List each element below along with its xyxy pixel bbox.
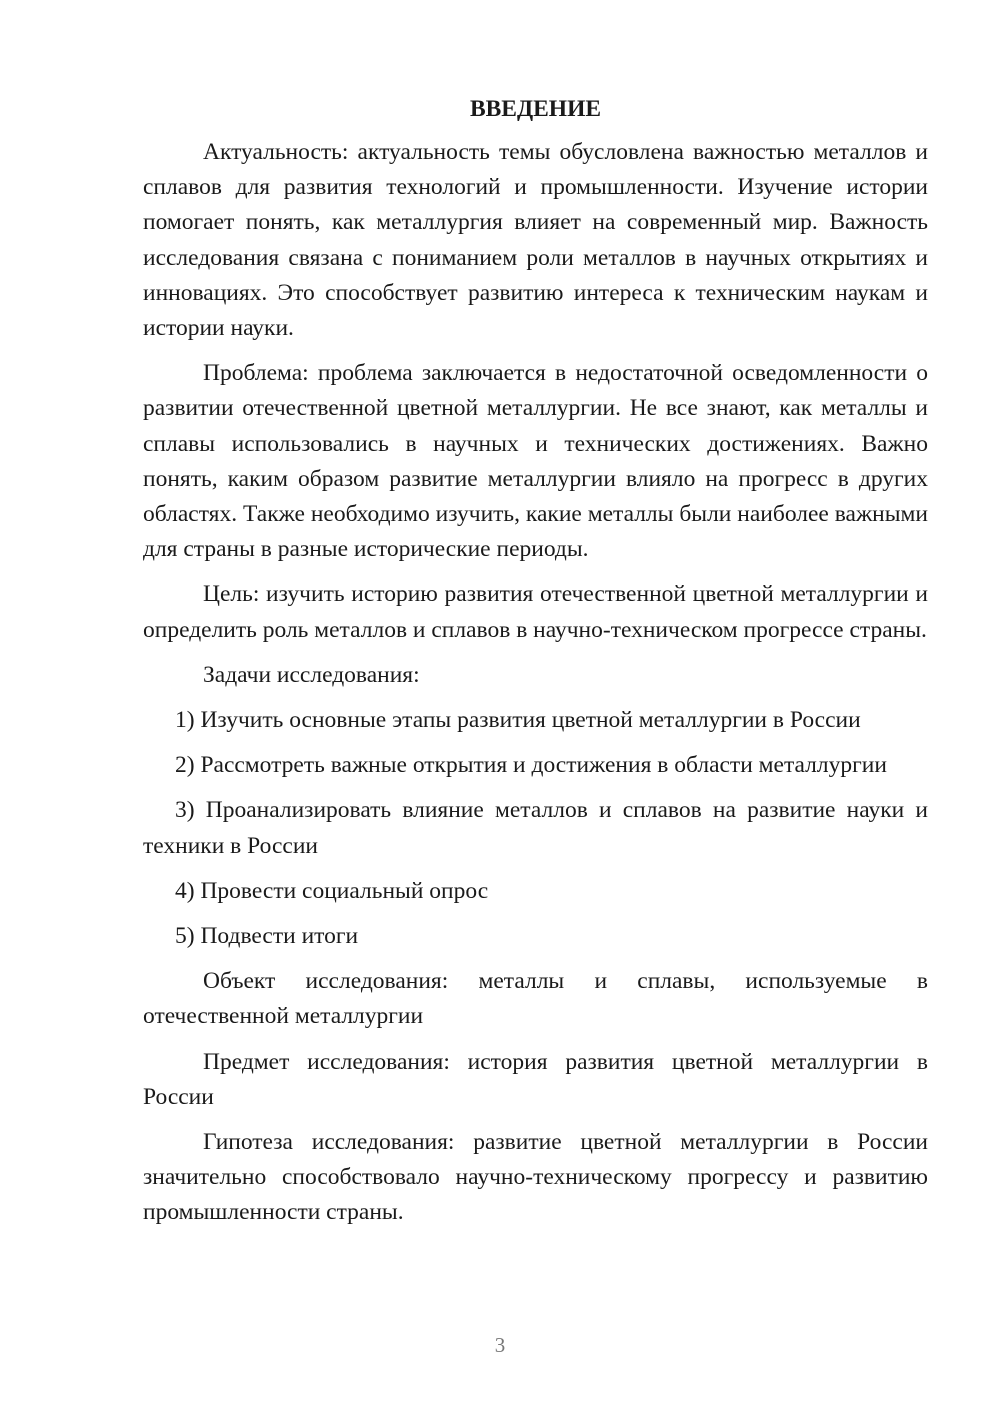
subject-paragraph: Предмет исследования: история развития цветной металлургии в России	[143, 1048, 928, 1110]
section-title: ВВЕДЕНИЕ	[469, 96, 602, 122]
relevance-paragraph: Актуальность: актуальность темы обусловлена важностью металлов и сплавов для развития технологий и промышленности. Изучение истории помогает понять, как металлургия влияет на современный мир. Важность исследования связана с пониманием роли металлов в научных открытиях и инновациях. Это способствует развитию интереса к техническим наукам и истории науки.	[143, 139, 928, 342]
task-item: 1) Изучить основные этапы развития цветной металлургии в России	[175, 707, 861, 734]
goal-paragraph: Цель: изучить историю развития отечественной цветной металлургии и определить роль металлов и сплавов в научно-техническом прогрессе страны.	[143, 581, 928, 643]
task-item: 3) Проанализировать влияние металлов и сплавов на развитие науки и техники в России	[143, 797, 928, 859]
hypothesis-paragraph: Гипотеза исследования: развитие цветной металлургии в России значительно способствовало научно-техническому прогрессу и развитию промышленности страны.	[143, 1129, 928, 1226]
page-number: 3	[494, 1333, 506, 1357]
document-page	[143, 92, 928, 1241]
task-item: 4) Провести социальный опрос	[175, 877, 489, 904]
task-item: 2) Рассмотреть важные открытия и достижения в области металлургии	[175, 752, 887, 779]
object-paragraph: Объект исследования: металлы и сплавы, используемые в отечественной металлургии	[143, 968, 928, 1030]
tasks-heading: Задачи исследования:	[203, 661, 420, 688]
problem-paragraph: Проблема: проблема заключается в недостаточной осведомленности о развитии отечественной цветной металлургии. Не все знают, как металлы и сплавы использовались в научных и технических достижениях. Важно понять, каким образом развитие металлургии влияло на прогресс в других областях. Также необходимо изучить, какие металлы были наиболее важными для страны в разные исторические периоды.	[143, 360, 928, 563]
task-item: 5) Подвести итоги	[175, 923, 359, 950]
